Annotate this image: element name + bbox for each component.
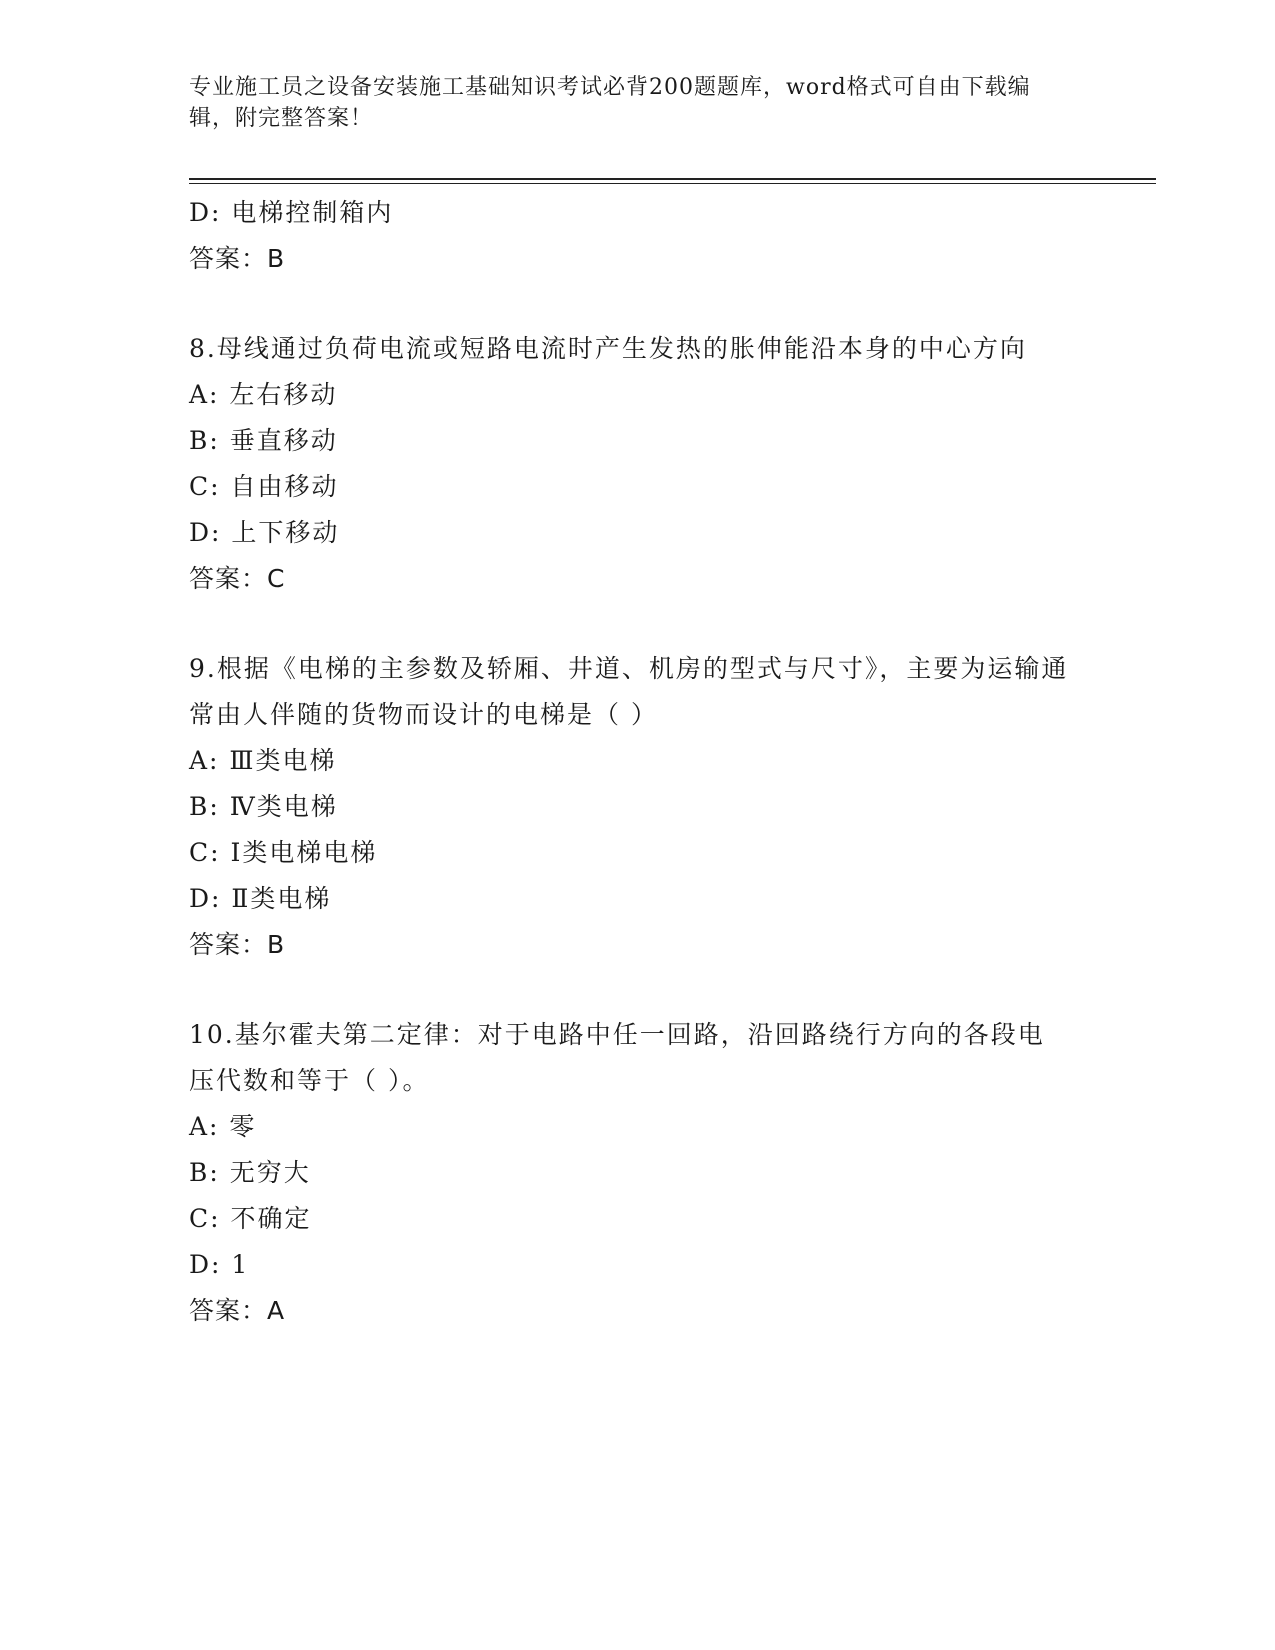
- question-8-option-a: A: 左右移动: [189, 380, 338, 409]
- question-10-option-a: A: 零: [189, 1112, 257, 1141]
- prev-option-d: D: 电梯控制箱内: [189, 198, 394, 227]
- question-content: [189, 190, 1069, 1334]
- question-10-option-d: D: 1: [189, 1250, 250, 1279]
- question-10-option-b: B: 无穷大: [189, 1158, 311, 1187]
- question-9-answer: 答案：B: [189, 930, 286, 959]
- question-8-option-c: C: 自由移动: [189, 472, 339, 501]
- question-10-option-c: C: 不确定: [189, 1204, 312, 1233]
- question-9-option-d: D: Ⅱ类电梯: [189, 884, 332, 913]
- spacer: [189, 282, 1069, 326]
- question-8-option-d: D: 上下移动: [189, 518, 340, 547]
- spacer: [189, 602, 1069, 646]
- question-9-title: 9.根据《电梯的主参数及轿厢、井道、机房的型式与尺寸》，主要为运输通常由人伴随的货物而设计的电梯是（ ）: [189, 654, 1069, 729]
- question-8-title: 8.母线通过负荷电流或短路电流时产生发热的胀伸能沿本身的中心方向: [189, 334, 1027, 363]
- spacer: [189, 968, 1069, 1012]
- question-9-option-b: B: Ⅳ类电梯: [189, 792, 338, 821]
- header-divider-thin: [189, 183, 1156, 184]
- question-9-option-c: C: Ⅰ类电梯电梯: [189, 838, 378, 867]
- question-10-title: 10.基尔霍夫第二定律：对于电路中任一回路，沿回路绕行方向的各段电压代数和等于（ ）。: [189, 1020, 1045, 1095]
- question-9-option-a: A: Ⅲ类电梯: [189, 746, 337, 775]
- document-header: 专业施工员之设备安装施工基础知识考试必背200题题库，word格式可自由下载编辑，附完整答案！: [189, 75, 1031, 131]
- header-divider-thick: [189, 178, 1156, 180]
- question-10-answer: 答案：A: [189, 1296, 286, 1325]
- question-8-option-b: B: 垂直移动: [189, 426, 338, 455]
- question-8-answer: 答案：C: [189, 564, 286, 593]
- prev-answer: 答案：B: [189, 244, 286, 273]
